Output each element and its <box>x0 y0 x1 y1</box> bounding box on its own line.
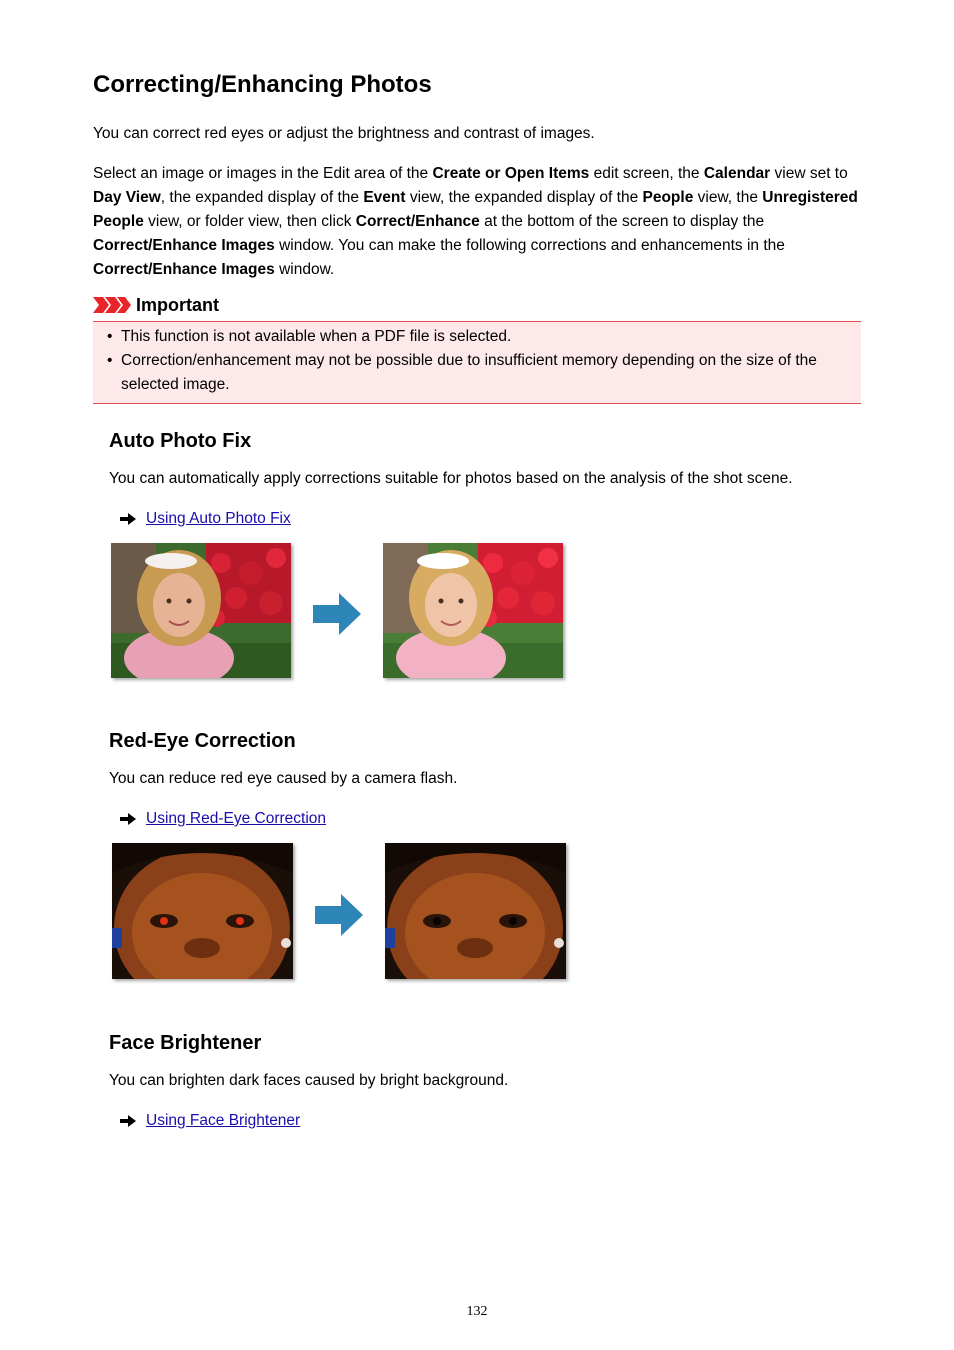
link-row-face-brightener <box>120 1110 300 1132</box>
link-row-auto-photo-fix <box>120 508 291 530</box>
important-label: Important <box>136 294 219 315</box>
important-item: • Correction/enhancement may not be possible due to insufficient memory depending on the size of the selected image. <box>121 349 861 397</box>
select-instructions: Select an image or images in the Edit area of the Create or Open Items edit screen, the Calendar view set to Day View, the expanded display of the Event view, the expanded display of the People view, the Unregistered People view, or folder view, then click Correct/Enhance at the bottom of the screen to display the Correct/Enhance Images window. You can make the following corrections and enhancements in the Correct/Enhance Images window. <box>93 165 858 278</box>
section-text-red-eye-correction: You can reduce red eye caused by a camera flash. <box>109 770 458 787</box>
photo-redeye-after <box>385 843 566 979</box>
important-header <box>93 293 219 317</box>
using-red-eye-correction-link[interactable]: Using Red-Eye Correction <box>146 810 327 827</box>
important-box <box>93 321 861 404</box>
intro-text: You can correct red eyes or adjust the brightness and contrast of images. <box>93 125 595 142</box>
important-item: • This function is not available when a PDF file is selected. <box>121 325 861 349</box>
link-row-red-eye-correction <box>120 808 326 830</box>
section-heading-red-eye-correction: Red-Eye Correction <box>109 730 296 752</box>
page-number: 132 <box>466 1304 488 1319</box>
section-text-face-brightener: You can brighten dark faces caused by bright background. <box>109 1072 509 1089</box>
page-title: Correcting/Enhancing Photos <box>93 71 432 98</box>
section-heading-auto-photo-fix: Auto Photo Fix <box>109 430 252 452</box>
photo-girl-before <box>111 543 291 678</box>
section-heading-face-brightener: Face Brightener <box>109 1032 262 1054</box>
important-list <box>93 322 861 397</box>
section-text-auto-photo-fix: You can automatically apply corrections suitable for photos based on the analysis of the shot scene. <box>109 470 793 487</box>
right-arrow-icon <box>120 813 136 825</box>
using-face-brightener-link[interactable]: Using Face Brightener <box>146 1112 301 1129</box>
blue-arrow-icon <box>315 894 363 936</box>
triple-chevron-icon <box>93 297 133 313</box>
right-arrow-icon <box>120 513 136 525</box>
photo-girl-after <box>383 543 563 678</box>
right-arrow-icon <box>120 1115 136 1127</box>
using-auto-photo-fix-link[interactable]: Using Auto Photo Fix <box>146 510 291 527</box>
blue-arrow-icon <box>313 593 361 635</box>
photo-redeye-before <box>112 843 293 979</box>
